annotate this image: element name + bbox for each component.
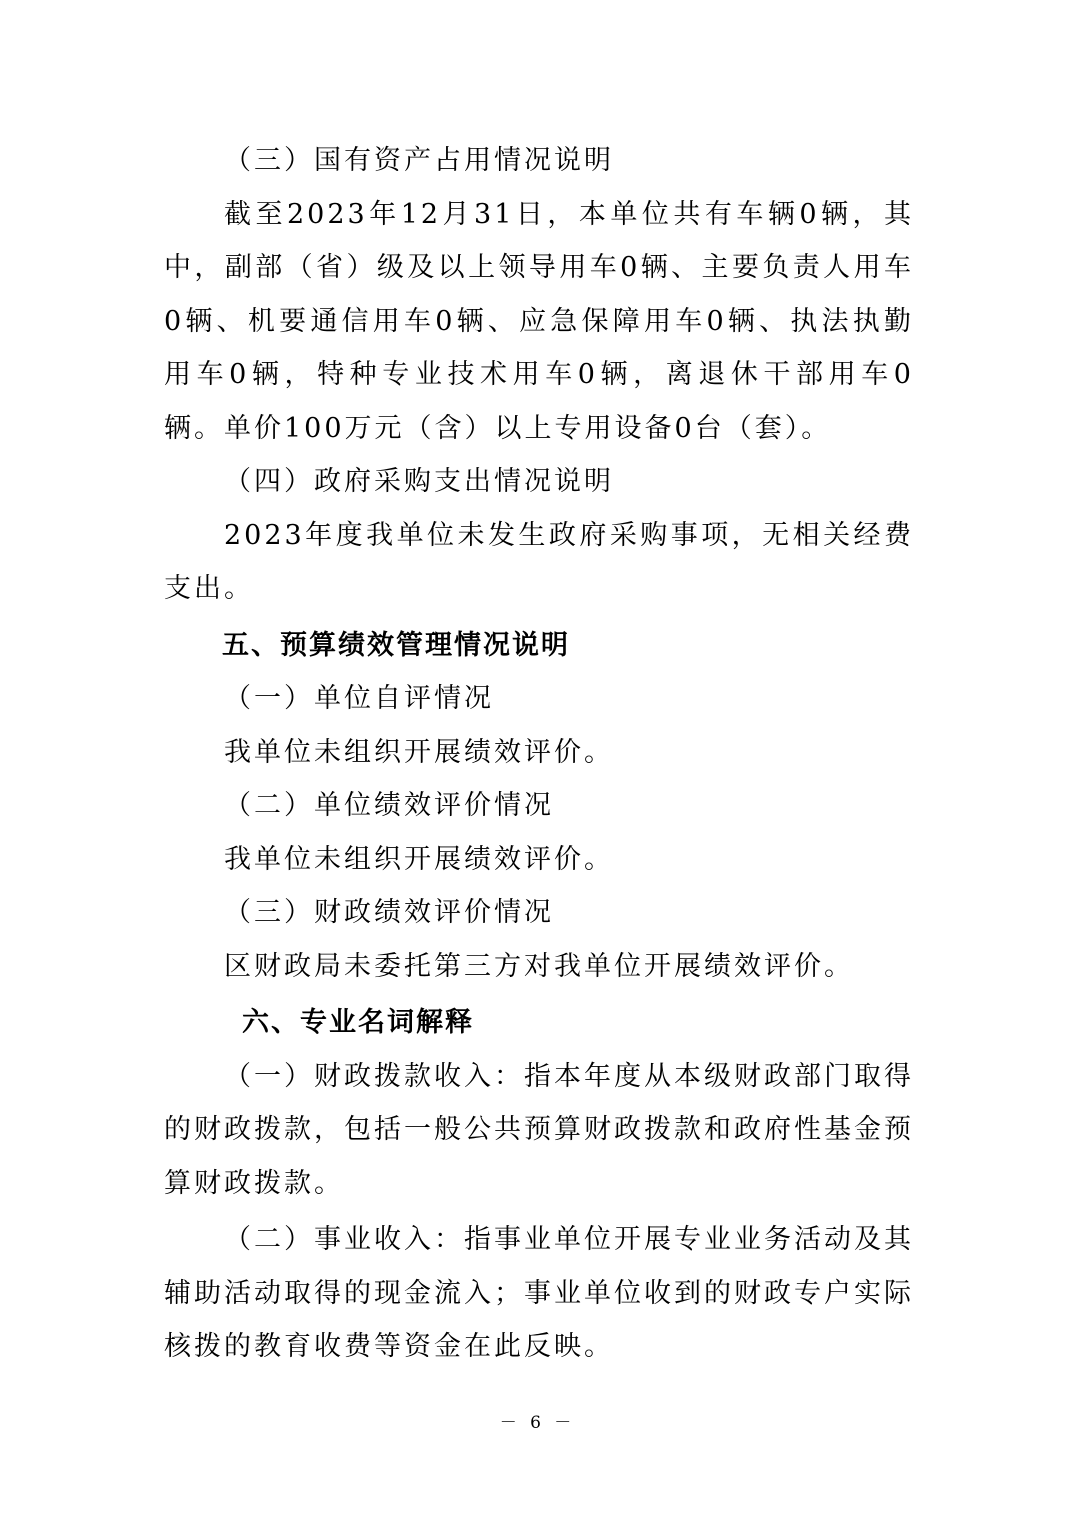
glossary-item-business-income: （二）事业收入：指事业单位开展专业业务活动及其辅助活动取得的现金流入；事业单位收到的财政专户实际核拨的教育收费等资金在此反映。: [164, 1224, 914, 1362]
subheading-unit-evaluation: （二）单位绩效评价情况: [224, 790, 554, 821]
section-heading-state-assets: （三）国有资产占用情况说明: [224, 145, 614, 176]
paragraph-fiscal-evaluation: 区财政局未委托第三方对我单位开展绩效评价。: [224, 950, 854, 982]
chapter-heading-performance: 五、预算绩效管理情况说明: [222, 629, 570, 661]
subheading-fiscal-evaluation: （三）财政绩效评价情况: [224, 897, 554, 928]
chapter-heading-glossary: 六、专业名词解释: [242, 1007, 474, 1038]
section-heading-procurement: （四）政府采购支出情况说明: [224, 466, 614, 497]
subheading-self-evaluation: （一）单位自评情况: [224, 683, 494, 714]
document-body: [164, 134, 914, 1374]
paragraph-self-evaluation: 我单位未组织开展绩效评价。: [224, 736, 614, 768]
paragraph-unit-evaluation: 我单位未组织开展绩效评价。: [224, 843, 614, 875]
glossary-item-fiscal-appropriation: （一）财政拨款收入：指本年度从本级财政部门取得的财政拨款，包括一般公共预算财政拨款和政府性基金预算财政拨款。: [164, 1060, 914, 1199]
page-number: － 6 －: [499, 1413, 576, 1433]
paragraph-procurement: 2023年度我单位未发生政府采购事项，无相关经费支出。: [164, 519, 914, 604]
paragraph-state-assets: 截至2023年12月31日，本单位共有车辆0辆，其中，副部（省）级及以上领导用车0辆、主要负责人用车0辆、机要通信用车0辆、应急保障用车0辆、执法执勤用车0辆，特种专业技术用车0辆，离退休干部用车0辆。单价100万元（含）以上专用设备0台（套）。: [164, 198, 914, 444]
